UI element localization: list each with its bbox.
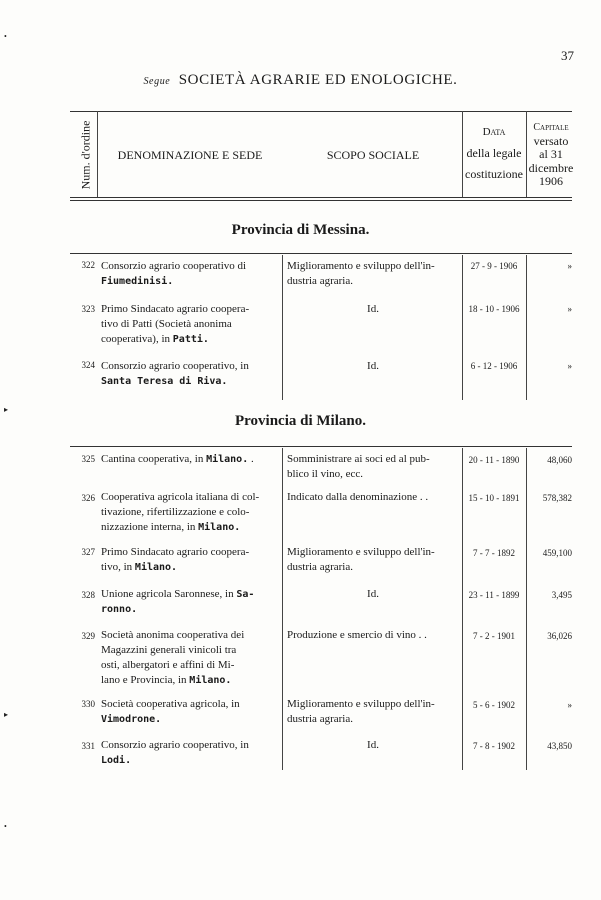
header-data: Data della legale costituzione [465,126,523,181]
running-head-segue: Segue [143,76,171,87]
body-sep-den-scopo-messina [282,255,283,400]
row-denominazione: Consorzio agrario cooperativo, in Santa Teresa di Riva. [101,360,249,387]
row-denominazione: Società anonima cooperativa dei Magazzini generali vinicoli tra osti, albergatori e affini di Mi- lano e Provincia, in Milano. [101,629,245,686]
body-sep-scopo-data-messina [462,255,463,400]
row-capitale: 578,382 [542,493,572,503]
row-scopo: Miglioramento e sviluppo dell'in- dustria agraria. [287,546,435,573]
row-data: 7 - 8 - 1902 [473,741,515,751]
row-num: 327 [81,547,95,557]
row-scopo: Id. [367,303,379,315]
row-num: 325 [81,454,95,464]
row-scopo: Miglioramento e sviluppo dell'in- dustria agraria. [287,698,435,725]
header-num-ordine: Num. d'ordine [78,120,93,190]
row-data: 5 - 6 - 1902 [473,700,515,710]
header-bottom-rule [70,197,572,198]
row-capitale: 459,100 [542,548,572,558]
header-scopo: SCOPO SOCIALE [326,148,420,162]
row-data: 27 - 9 - 1906 [470,261,518,271]
header-bottom-rule-2 [70,200,572,201]
row-denominazione: Consorzio agrario cooperativo, in Lodi. [101,739,249,766]
row-num: 326 [81,493,95,503]
row-denominazione: Primo Sindacato agrario coopera- tivo di Patti (Società anonima cooperativa), in Patti. [101,303,250,345]
row-capitale: » [567,304,572,314]
row-data: 23 - 11 - 1899 [468,590,520,600]
row-capitale: » [567,700,572,710]
section-rule-milano [70,446,572,447]
body-sep-den-scopo-milano [282,448,283,770]
row-data: 15 - 10 - 1891 [468,493,520,503]
row-data: 20 - 11 - 1890 [468,455,520,465]
row-scopo: Miglioramento e sviluppo dell'in- dustria agraria. [287,260,435,287]
row-num: 323 [81,304,95,314]
scan-mark: ▸ [4,405,9,414]
row-denominazione: Consorzio agrario cooperativo di Fiumedinisi. [101,260,247,287]
row-num: 324 [81,360,95,370]
row-capitale: » [567,361,572,371]
row-scopo: Id. [367,588,379,600]
row-scopo: Id. [367,739,379,751]
row-capitale: 36,026 [547,631,572,641]
running-head [0,72,601,89]
running-head-title: SOCIETÀ AGRARIE ED ENOLOGICHE. [178,72,458,88]
body-sep-data-cap-messina [526,255,527,400]
row-capitale: 48,060 [547,455,572,465]
row-num: 330 [81,699,95,709]
row-num: 322 [81,260,95,270]
section-title-messina: Provincia di Messina. [231,222,370,238]
header-capitale: Capitale versato al 31 dicembre 1906 [528,122,574,188]
header-denominazione: DENOMINAZIONE E SEDE [117,148,263,162]
row-data: 7 - 2 - 1901 [473,631,515,641]
row-denominazione: Primo Sindacato agrario coopera- tivo, in Milano. [101,546,250,573]
row-data: 7 - 7 - 1892 [473,548,515,558]
section-rule-messina [70,253,572,254]
row-data: 6 - 12 - 1906 [470,361,518,371]
row-scopo: Produzione e smercio di vino . . [287,629,427,641]
row-denominazione: Società cooperativa agricola, in Vimodrone. [101,698,240,725]
row-scopo: Indicato dalla denominazione . . [287,491,429,503]
row-scopo: Id. [367,360,379,372]
scan-mark: • [4,822,7,831]
row-denominazione: Unione agricola Saronnese, in Sa- ronno. [101,588,255,615]
scan-mark: ▸ [4,710,9,719]
row-num: 328 [81,590,95,600]
row-capitale: 3,495 [551,590,572,600]
row-data: 18 - 10 - 1906 [468,304,520,314]
header-top-rule [70,111,572,112]
row-scopo: Somministrare ai soci ed al pub- blico il vino, ecc. [287,453,430,480]
row-capitale: 43,850 [547,741,572,751]
page-number: 37 [561,48,574,63]
row-denominazione: Cooperativa agricola italiana di col- tivazione, rifertilizzazione e colo- nizzazione interna, in Milano. [101,491,260,533]
section-title-milano: Provincia di Milano. [235,413,366,429]
scan-mark: • [4,32,7,41]
row-denominazione: Cantina cooperativa, in Milano. . [101,453,254,465]
row-capitale: » [567,261,572,271]
row-num: 331 [81,741,95,751]
row-num: 329 [81,631,95,641]
